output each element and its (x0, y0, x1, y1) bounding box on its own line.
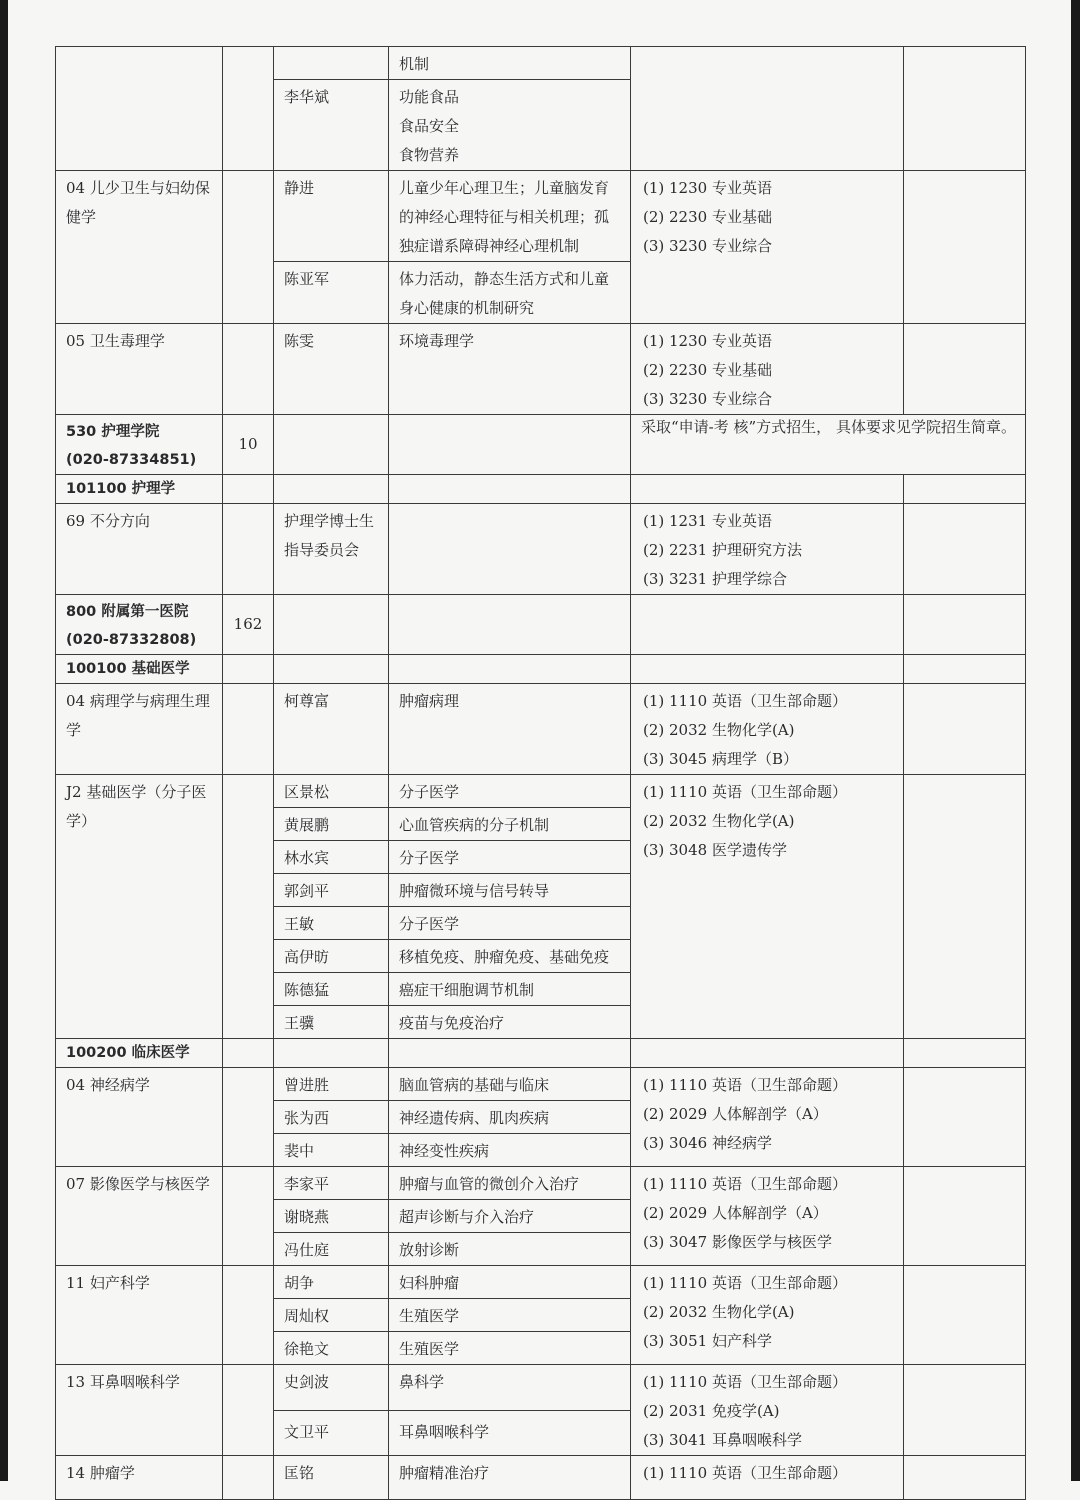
table-row (56, 504, 1026, 595)
supervisor-name: 区景松 (284, 783, 330, 801)
table-row (56, 1039, 1026, 1068)
major-cell (56, 655, 223, 684)
research-cell (389, 655, 631, 684)
scan-edge-left (0, 0, 8, 1481)
quota-cell (223, 171, 274, 324)
direction-label: J2 基础医学（分子医学） (66, 783, 207, 830)
research-cell (389, 262, 631, 324)
research-text: 分子医学 (399, 849, 460, 867)
remark-cell (904, 1068, 1026, 1167)
quota-cell (223, 1456, 274, 1500)
exam-subject: (2) 2032 生物化学(A) (643, 812, 795, 830)
supervisor-name: 静进 (284, 179, 315, 197)
quota-cell (223, 415, 274, 475)
direction-cell (56, 171, 223, 324)
remark-cell (904, 595, 1026, 655)
remark-cell (904, 1039, 1026, 1068)
exam-subject: (3) 3047 影像医学与核医学 (643, 1233, 832, 1251)
table-row (56, 1365, 1026, 1411)
supervisor-cell (274, 1456, 389, 1500)
supervisor-cell (274, 775, 389, 808)
exam-subject: (3) 3046 神经病学 (643, 1134, 772, 1152)
direction-cell (56, 1167, 223, 1266)
exam-cell (631, 595, 904, 655)
direction-cell (56, 775, 223, 1039)
supervisor-cell (274, 1299, 389, 1332)
supervisor-cell (274, 1167, 389, 1200)
supervisor-cell (274, 684, 389, 775)
quota-cell (223, 1039, 274, 1068)
research-cell (389, 1456, 631, 1500)
supervisor-name: 张为西 (284, 1109, 330, 1127)
exam-subject: (1) 1110 英语（卫生部命题） (643, 692, 847, 710)
exam-cell (631, 655, 904, 684)
supervisor-cell (274, 475, 389, 504)
research-text: 妇科肿瘤 (399, 1274, 460, 1292)
research-cell (389, 973, 631, 1006)
exam-subject: (1) 1110 英语（卫生部命题） (643, 1175, 847, 1193)
exam-subject: (2) 2230 专业基础 (643, 208, 772, 226)
supervisor-name: 陈雯 (284, 332, 315, 350)
college-phone: (020-87332808) (66, 632, 197, 648)
quota-cell (223, 1365, 274, 1456)
direction-cell (56, 504, 223, 595)
research-text: 神经变性疾病 (399, 1142, 490, 1160)
research-cell (389, 1410, 631, 1456)
exam-cell (631, 504, 904, 595)
exam-subject: (3) 3230 专业综合 (643, 390, 772, 408)
research-cell (389, 475, 631, 504)
admission-note-text: 采取“申请-考 核”方式招生， 具体要求见学院招生简章。 (641, 418, 1016, 436)
direction-label: 14 肿瘤学 (66, 1464, 135, 1482)
direction-cell (56, 684, 223, 775)
research-cell (389, 47, 631, 80)
quota-cell (223, 324, 274, 415)
research-text: 儿童少年心理卫生；儿童脑发育的神经心理特征与相关机理；孤独症谱系障碍神经心理机制 (399, 179, 610, 255)
research-cell (389, 171, 631, 262)
supervisor-cell (274, 973, 389, 1006)
college-name: 800 附属第一医院 (66, 604, 189, 620)
research-cell (389, 595, 631, 655)
exam-subject: (1) 1110 英语（卫生部命题） (643, 1076, 847, 1094)
research-cell (389, 1068, 631, 1101)
quota-cell (223, 1266, 274, 1365)
remark-cell (904, 775, 1026, 1039)
remark-cell (904, 504, 1026, 595)
research-text: 食品安全 (399, 117, 460, 135)
supervisor-cell (274, 171, 389, 262)
direction-label: 05 卫生毒理学 (66, 332, 165, 350)
research-cell (389, 1233, 631, 1266)
quota-cell (223, 504, 274, 595)
research-text: 生殖医学 (399, 1340, 460, 1358)
exam-subject: (1) 1230 专业英语 (643, 332, 772, 350)
table-row (56, 655, 1026, 684)
direction-cell (56, 47, 223, 171)
remark-cell (904, 655, 1026, 684)
supervisor-cell (274, 1332, 389, 1365)
research-text: 耳鼻咽喉科学 (399, 1422, 490, 1441)
exam-subject: (2) 2231 护理研究方法 (643, 541, 802, 559)
supervisor-cell (274, 1266, 389, 1299)
exam-cell (631, 1167, 904, 1266)
quota-cell (223, 47, 274, 171)
exam-subject: (3) 3041 耳鼻咽喉科学 (643, 1431, 802, 1449)
exam-subject: (3) 3230 专业综合 (643, 237, 772, 255)
research-text: 功能食品 (399, 88, 460, 106)
research-cell (389, 940, 631, 973)
research-text: 肿瘤病理 (399, 692, 460, 710)
research-text: 体力活动，静态生活方式和儿童身心健康的机制研究 (399, 270, 610, 317)
supervisor-cell (274, 1410, 389, 1456)
exam-subject: (2) 2031 免疫学(A) (643, 1402, 780, 1420)
quota-value: 162 (233, 615, 263, 633)
table-row (56, 595, 1026, 655)
table-row (56, 47, 1026, 80)
research-cell (389, 1332, 631, 1365)
supervisor-name: 郭剑平 (284, 882, 330, 900)
exam-cell (631, 324, 904, 415)
supervisor-cell (274, 595, 389, 655)
remark-cell (904, 47, 1026, 171)
quota-cell (223, 475, 274, 504)
supervisor-cell (274, 1233, 389, 1266)
research-text: 疫苗与免疫治疗 (399, 1014, 505, 1032)
supervisor-name: 林水宾 (284, 849, 330, 867)
exam-subject: (2) 2029 人体解剖学（A） (643, 1105, 828, 1123)
supervisor-cell (274, 1006, 389, 1039)
research-text: 机制 (399, 55, 430, 73)
direction-label: 04 神经病学 (66, 1076, 150, 1094)
supervisor-name: 陈亚军 (284, 270, 330, 288)
major-label: 100100 基础医学 (66, 661, 190, 677)
exam-subject: (1) 1110 英语（卫生部命题） (643, 1373, 847, 1391)
research-cell (389, 504, 631, 595)
supervisor-name: 护理学博士生指导委员会 (284, 512, 375, 559)
exam-cell (631, 47, 904, 171)
supervisor-name: 高伊昉 (284, 948, 330, 966)
research-text: 移植免疫、肿瘤免疫、基础免疫 (399, 948, 610, 966)
exam-cell (631, 1456, 904, 1500)
table-row (56, 1266, 1026, 1299)
research-cell (389, 1200, 631, 1233)
exam-cell (631, 775, 904, 1039)
research-cell (389, 1167, 631, 1200)
research-text: 分子医学 (399, 915, 460, 933)
research-text: 放射诊断 (399, 1241, 460, 1259)
admission-note (631, 415, 1026, 475)
supervisor-name: 冯仕庭 (284, 1241, 330, 1259)
supervisor-cell (274, 655, 389, 684)
supervisor-cell (274, 415, 389, 475)
supervisor-cell (274, 47, 389, 80)
college-cell (56, 595, 223, 655)
exam-subject: (2) 2032 生物化学(A) (643, 721, 795, 739)
table-row (56, 415, 1026, 475)
research-text: 肿瘤精准治疗 (399, 1464, 490, 1482)
research-cell (389, 907, 631, 940)
research-text: 环境毒理学 (399, 332, 475, 350)
exam-subject: (3) 3051 妇产科学 (643, 1332, 772, 1350)
remark-cell (904, 1365, 1026, 1456)
table-row (56, 1456, 1026, 1500)
remark-cell (904, 1456, 1026, 1500)
remark-cell (904, 475, 1026, 504)
exam-subject: (3) 3048 医学遗传学 (643, 841, 787, 859)
enrollment-table (55, 46, 1026, 1500)
direction-cell (56, 1266, 223, 1365)
exam-subject: (3) 3231 护理学综合 (643, 570, 787, 588)
table-row (56, 324, 1026, 415)
exam-subject: (2) 2029 人体解剖学（A） (643, 1204, 828, 1222)
supervisor-cell (274, 808, 389, 841)
exam-subject: (1) 1110 英语（卫生部命题） (643, 1464, 847, 1482)
research-cell (389, 841, 631, 874)
exam-cell (631, 684, 904, 775)
research-text: 食物营养 (399, 146, 460, 164)
quota-cell (223, 595, 274, 655)
supervisor-name: 周灿权 (284, 1307, 330, 1325)
supervisor-cell (274, 841, 389, 874)
supervisor-cell (274, 324, 389, 415)
direction-cell (56, 1068, 223, 1167)
direction-label: 69 不分方向 (66, 512, 150, 530)
college-name: 530 护理学院 (66, 424, 160, 440)
supervisor-name: 匡铭 (284, 1464, 315, 1482)
exam-cell (631, 1068, 904, 1167)
research-text: 心血管疾病的分子机制 (399, 816, 550, 834)
supervisor-name: 裴中 (284, 1142, 315, 1160)
supervisor-cell (274, 1200, 389, 1233)
table-row (56, 775, 1026, 808)
major-cell (56, 475, 223, 504)
research-text: 鼻科学 (399, 1373, 445, 1391)
research-cell (389, 80, 631, 171)
remark-cell (904, 684, 1026, 775)
research-cell (389, 1101, 631, 1134)
exam-subject: (1) 1110 英语（卫生部命题） (643, 783, 847, 801)
quota-value: 10 (238, 435, 258, 453)
supervisor-cell (274, 1068, 389, 1101)
exam-subject: (2) 2230 专业基础 (643, 361, 772, 379)
major-label: 101100 护理学 (66, 481, 176, 497)
quota-cell (223, 1068, 274, 1167)
supervisor-name: 胡争 (284, 1274, 315, 1292)
quota-cell (223, 775, 274, 1039)
supervisor-name: 李家平 (284, 1175, 330, 1193)
supervisor-cell (274, 1101, 389, 1134)
exam-subject: (1) 1230 专业英语 (643, 179, 772, 197)
supervisor-name: 柯尊富 (284, 692, 330, 710)
research-cell (389, 1266, 631, 1299)
remark-cell (904, 1167, 1026, 1266)
direction-label: 04 病理学与病理生理学 (66, 692, 210, 739)
supervisor-cell (274, 1365, 389, 1411)
scan-edge-right (1071, 0, 1080, 1481)
remark-cell (904, 171, 1026, 324)
direction-cell (56, 1456, 223, 1500)
research-cell (389, 775, 631, 808)
supervisor-name: 谢晓燕 (284, 1208, 330, 1226)
exam-subject: (1) 1231 专业英语 (643, 512, 772, 530)
direction-cell (56, 1365, 223, 1456)
research-cell (389, 808, 631, 841)
research-text: 神经遗传病、肌肉疾病 (399, 1109, 550, 1127)
supervisor-cell (274, 262, 389, 324)
supervisor-name: 曾进胜 (284, 1076, 330, 1094)
research-cell (389, 1365, 631, 1411)
supervisor-name: 史剑波 (284, 1373, 330, 1391)
research-cell (389, 415, 631, 475)
supervisor-cell (274, 940, 389, 973)
supervisor-cell (274, 1134, 389, 1167)
research-text: 分子医学 (399, 783, 460, 801)
direction-label: 07 影像医学与核医学 (66, 1175, 210, 1193)
research-cell (389, 1039, 631, 1068)
table-row (56, 171, 1026, 262)
research-cell (389, 1006, 631, 1039)
research-text: 肿瘤微环境与信号转导 (399, 882, 550, 900)
exam-subject: (1) 1110 英语（卫生部命题） (643, 1274, 847, 1292)
research-cell (389, 684, 631, 775)
college-cell (56, 415, 223, 475)
direction-label: 11 妇产科学 (66, 1274, 150, 1292)
college-phone: (020-87334851) (66, 452, 197, 468)
exam-cell (631, 1365, 904, 1456)
research-cell (389, 874, 631, 907)
exam-cell (631, 475, 904, 504)
table-row (56, 684, 1026, 775)
quota-cell (223, 684, 274, 775)
supervisor-name: 文卫平 (284, 1422, 330, 1441)
supervisor-cell (274, 907, 389, 940)
research-text: 超声诊断与介入治疗 (399, 1208, 535, 1226)
quota-cell (223, 1167, 274, 1266)
table-row (56, 475, 1026, 504)
research-cell (389, 1299, 631, 1332)
direction-label: 13 耳鼻咽喉科学 (66, 1373, 180, 1391)
research-text: 生殖医学 (399, 1307, 460, 1325)
table-row (56, 1068, 1026, 1101)
exam-cell (631, 171, 904, 324)
remark-cell (904, 1266, 1026, 1365)
supervisor-name: 王敏 (284, 915, 315, 933)
supervisor-cell (274, 1039, 389, 1068)
research-text: 癌症干细胞调节机制 (399, 981, 535, 999)
research-cell (389, 1134, 631, 1167)
research-cell (389, 324, 631, 415)
supervisor-name: 陈德猛 (284, 981, 330, 999)
major-label: 100200 临床医学 (66, 1045, 190, 1061)
supervisor-cell (274, 874, 389, 907)
supervisor-name: 李华斌 (284, 88, 330, 106)
exam-subject: (2) 2032 生物化学(A) (643, 1303, 795, 1321)
direction-cell (56, 324, 223, 415)
supervisor-name: 黄展鹏 (284, 816, 330, 834)
exam-subject: (3) 3045 病理学（B） (643, 750, 798, 768)
exam-cell (631, 1039, 904, 1068)
table-row (56, 1167, 1026, 1200)
research-text: 肿瘤与血管的微创介入治疗 (399, 1175, 580, 1193)
exam-cell (631, 1266, 904, 1365)
supervisor-name: 徐艳文 (284, 1340, 330, 1358)
supervisor-name: 王骥 (284, 1014, 315, 1032)
major-cell (56, 1039, 223, 1068)
remark-cell (904, 324, 1026, 415)
direction-label: 04 儿少卫生与妇幼保健学 (66, 179, 210, 226)
supervisor-cell (274, 504, 389, 595)
quota-cell (223, 655, 274, 684)
research-text: 脑血管病的基础与临床 (399, 1076, 550, 1094)
supervisor-cell (274, 80, 389, 171)
